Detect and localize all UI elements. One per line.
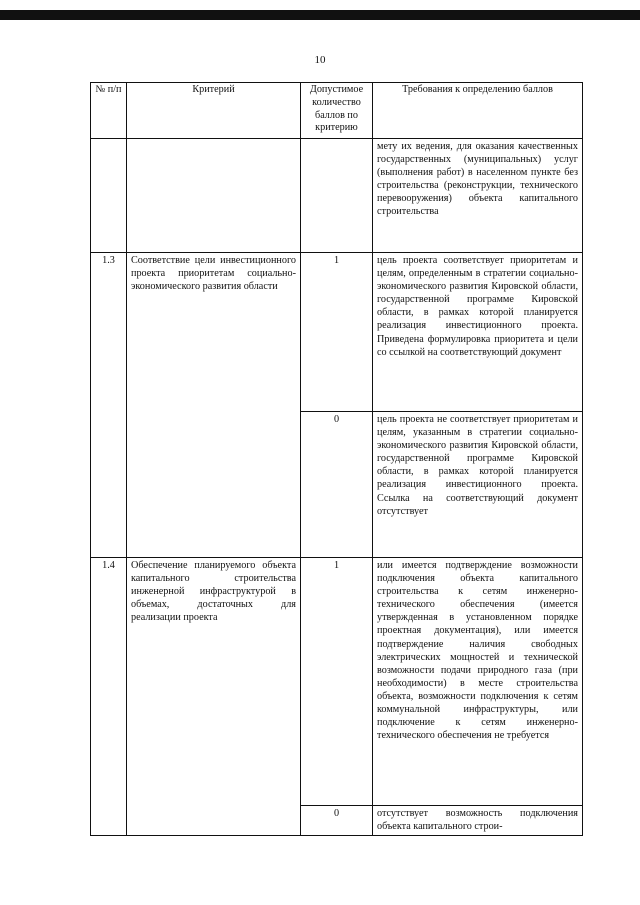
row-1-3-requirements-1: цель проекта соответствует приоритетам и целям, определенным в стратегии социально-экономического развития Кировской области, государственной программе Кировской области, в рамках которой планируется реализация инвестиционного проекта. Приведена формулировка приоритета и цели со ссылкой на соответствующий документ (373, 253, 583, 412)
header-num: № п/п (91, 83, 127, 139)
row-1-3-requirements-0: цель проекта не соответствует приоритетам и целям, указанным в стратегии социально-экономического развития Кировской области, государственной программе Кировской области, в рамках которой планируется реализация инвестиционного проекта. Ссылка на соответствующий документ отсутствует (373, 412, 583, 558)
cont-criterion-cell (127, 139, 301, 253)
row-1-4-requirements-1: или имеется подтверждение возможности подключения объекта капитального строительства к сетям инженерно-технического обеспечения (имеется утвержденная в установленном порядке проектная документация), или имеется подтверждение наличия свободных электрических мощностей и технической возможности подачи природного газа (при необходимости) в месте строительства объекта, возможности подключения к сетям коммунальной инфраструктуры, или подключение к сетям инженерно-технического обеспечения не требуется (373, 558, 583, 806)
row-1-3-score-0: 0 (301, 412, 373, 558)
table-row-continuation (91, 139, 583, 253)
criteria-table (90, 82, 583, 836)
header-requirements: Требования к определению баллов (373, 83, 583, 139)
header-criterion: Критерий (127, 83, 301, 139)
page-number: 10 (314, 54, 326, 66)
row-1-3-num: 1.3 (91, 253, 127, 558)
cont-requirements-cell: мету их ведения, для оказания качественных государственных (муниципальных) услуг (выполнения работ) в населенном пункте без строительства (реконструкции, технического перевооружения) объекта капитального строительства (373, 139, 583, 253)
row-1-4-score-0: 0 (301, 806, 373, 836)
table-row-1-4 (91, 558, 583, 806)
row-1-4-num: 1.4 (91, 558, 127, 836)
top-border-bar (0, 10, 640, 20)
row-1-4-requirements-0: отсутствует возможность подключения объекта капитального строи- (373, 806, 583, 836)
row-1-3-score-1: 1 (301, 253, 373, 412)
header-score: Допустимое количество баллов по критерию (301, 83, 373, 139)
row-1-4-criterion: Обеспечение планируемого объекта капитального строительства инженерной инфраструктурой в объемах, достаточных для реализации проекта (127, 558, 301, 836)
cont-score-cell (301, 139, 373, 253)
cont-num-cell (91, 139, 127, 253)
table-row-1-3 (91, 253, 583, 412)
table-header-row (91, 83, 583, 139)
row-1-4-score-1: 1 (301, 558, 373, 806)
row-1-3-criterion: Соответствие цели инвестиционного проекта приоритетам социально-экономического развития области (127, 253, 301, 558)
